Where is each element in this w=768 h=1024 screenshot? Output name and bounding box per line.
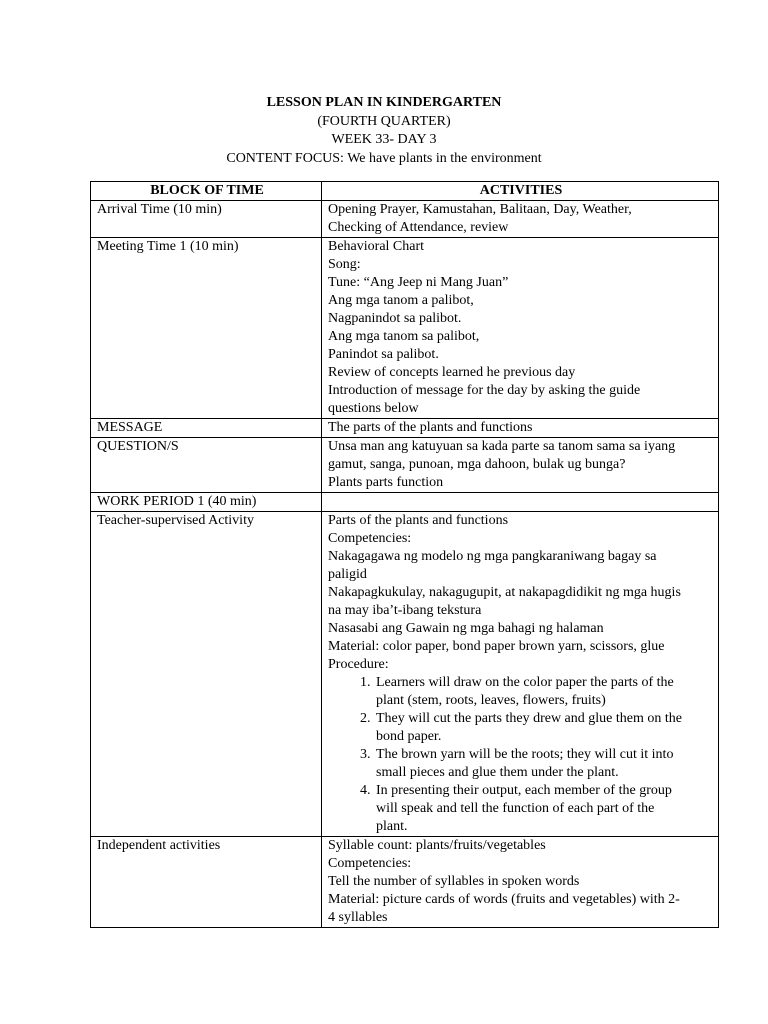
procedure-step (374, 674, 714, 710)
procedure-line: 4. In presenting their output, each member of the group (376, 783, 672, 798)
activity-line: 4 syllables (328, 910, 388, 925)
activity-line: questions below (328, 401, 419, 416)
activity-line: Procedure: (328, 657, 389, 672)
activity-line: Nasasabi ang Gawain ng mga bahagi ng halaman (328, 621, 604, 636)
activity-line: Introduction of message for the day by asking the guide (328, 383, 641, 398)
activity-line: Syllable count: plants/fruits/vegetables (328, 838, 546, 853)
block-cell-meeting: Meeting Time 1 (10 min) (91, 238, 322, 419)
activity-cell-work-period (322, 493, 719, 512)
header-activities: ACTIVITIES (322, 182, 719, 201)
activity-cell-teacher-supervised (322, 512, 719, 837)
procedure-step (374, 710, 714, 746)
activity-line: paligid (328, 567, 367, 582)
procedure-list (328, 674, 714, 836)
procedure-step (374, 782, 714, 836)
activity-line: Nagpanindot sa palibot. (328, 311, 462, 326)
procedure-line: will speak and tell the function of each part of the (376, 801, 655, 816)
lesson-plan-table (90, 181, 719, 928)
procedure-line: plant. (376, 819, 408, 834)
activity-line: Ang mga tanom sa palibot, (328, 329, 480, 344)
activity-line: Nakapagkukulay, nakagugupit, at nakapagdidikit ng mga hugis (328, 585, 681, 600)
block-cell-independent: Independent activities (91, 837, 322, 928)
activity-cell-meeting (322, 238, 719, 419)
procedure-line: 1. Learners will draw on the color paper the parts of the (376, 675, 674, 690)
activity-line: Opening Prayer, Kamustahan, Balitaan, Day, Weather, (328, 202, 632, 217)
activity-line: Review of concepts learned he previous day (328, 365, 576, 380)
procedure-line: 2. They will cut the parts they drew and glue them on the (376, 711, 682, 726)
table-row-teacher-supervised (91, 512, 719, 837)
activity-line: gamut, sanga, punoan, mga dahoon, bulak ug bunga? (328, 457, 626, 472)
procedure-line: bond paper. (376, 729, 442, 744)
activity-line: Competencies: (328, 856, 412, 871)
activity-line: Parts of the plants and functions (328, 513, 509, 528)
activity-cell-independent (322, 837, 719, 928)
activity-line: Checking of Attendance, review (328, 220, 509, 235)
document-header (0, 94, 768, 168)
activity-line: Material: picture cards of words (fruits and vegetables) with 2- (328, 892, 680, 907)
procedure-step (374, 746, 714, 782)
content-focus: CONTENT FOCUS: We have plants in the environment (226, 150, 542, 166)
activity-line: Ang mga tanom a palibot, (328, 293, 474, 308)
activity-line: Song: (328, 257, 361, 272)
activity-line: Tune: “Ang Jeep ni Mang Juan” (328, 275, 509, 290)
lesson-plan-title: LESSON PLAN IN KINDERGARTEN (266, 95, 502, 110)
activity-line: Plants parts function (328, 475, 444, 490)
block-cell-questions: QUESTION/S (91, 438, 322, 493)
week-day-label: WEEK 33- DAY 3 (331, 132, 437, 147)
header-block-of-time: BLOCK OF TIME (91, 182, 322, 201)
block-cell-teacher-supervised: Teacher-supervised Activity (91, 512, 322, 837)
activity-line: Behavioral Chart (328, 239, 425, 254)
activity-line: Competencies: (328, 531, 412, 546)
activity-cell-message: The parts of the plants and functions (322, 419, 719, 438)
table-row-work-period (91, 493, 719, 512)
activity-line: Tell the number of syllables in spoken words (328, 874, 580, 889)
table-row-meeting (91, 238, 719, 419)
table-row-arrival (91, 201, 719, 238)
table-row-independent (91, 837, 719, 928)
block-cell-arrival: Arrival Time (10 min) (91, 201, 322, 238)
procedure-line: small pieces and glue them under the plant. (376, 765, 619, 780)
quarter-label: (FOURTH QUARTER) (317, 113, 451, 129)
activity-cell-questions (322, 438, 719, 493)
activity-line: Unsa man ang katuyuan sa kada parte sa tanom sama sa iyang (328, 439, 676, 454)
procedure-line: plant (stem, roots, leaves, flowers, fruits) (376, 693, 606, 708)
procedure-line: 3. The brown yarn will be the roots; they will cut it into (376, 747, 674, 762)
activity-cell-arrival (322, 201, 719, 238)
block-cell-message: MESSAGE (91, 419, 322, 438)
table-header-row (91, 182, 719, 201)
table-row-message (91, 419, 719, 438)
activity-line: na may iba’t-ibang tekstura (328, 603, 482, 618)
activity-line: Panindot sa palibot. (328, 347, 439, 362)
block-cell-work-period: WORK PERIOD 1 (40 min) (91, 493, 322, 512)
activity-line: Nakagagawa ng modelo ng mga pangkaraniwang bagay sa (328, 549, 657, 564)
table-row-questions (91, 438, 719, 493)
activity-line: Material: color paper, bond paper brown yarn, scissors, glue (328, 639, 665, 654)
